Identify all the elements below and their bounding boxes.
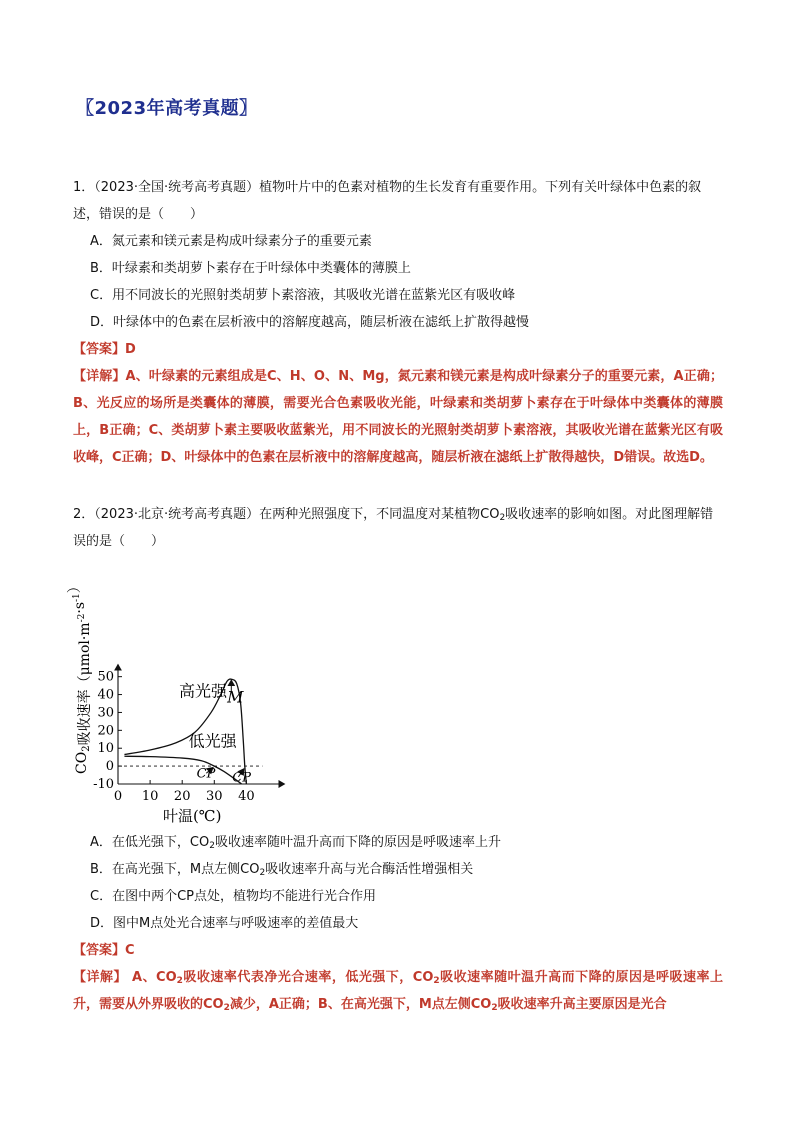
- text-part: 吸收速率随叶温升高而下降的原因是呼吸速率上升: [214, 835, 501, 850]
- question-2-option-d: [73, 910, 723, 937]
- question-1-option-b: B．叶绿素和类胡萝卜素存在于叶绿体中类囊体的薄膜上: [90, 261, 411, 276]
- question-1: [73, 174, 723, 471]
- text-part: D．图中M点处光合速率与呼吸速率的差值最大: [90, 916, 359, 931]
- text-part: A．在低光强下，CO: [90, 835, 210, 850]
- question-1-answer: [73, 336, 723, 363]
- annotation-cp-2: CP: [232, 770, 251, 786]
- question-2-answer: [73, 937, 723, 964]
- co2-absorption-chart: [67, 558, 410, 826]
- y-axis-label-part: 吸收速率（μmol·m: [77, 622, 93, 746]
- annotation-m: M: [227, 687, 244, 707]
- stem-part: 吸收速率的影响如图。对此图理解错误的是（ ）: [73, 507, 714, 549]
- x-tick-label: 40: [238, 789, 255, 804]
- question-2-detail-part: [491, 997, 666, 1012]
- subscript: 2: [209, 841, 215, 851]
- question-1-detail: [73, 363, 723, 471]
- y-axis-label: [67, 579, 93, 774]
- x-tick-label: 30: [206, 789, 223, 804]
- answer-tag: 【答案】: [73, 342, 126, 357]
- detail-text: A、叶绿素的元素组成是C、H、O、N、Mg，氮元素和镁元素是构成叶绿素分子的重要元素，A正确；B、光反应的场所是类囊体的薄膜，需要光合色素吸收光能，叶绿素和类胡萝卜素存在于叶绿体中类囊体的薄膜上，B正确；C、类胡萝卜素主要吸收蓝紫光，用不同波长的光照射类胡萝卜素溶液，其吸收光谱在蓝紫光区有吸收峰，C正确；D、叶绿体中的色素在层析液中的溶解度越高，随层析液在滤纸上扩散得越快，D错误。故选D。: [73, 369, 723, 465]
- subscript: 2: [223, 1003, 230, 1013]
- y-axis-label-part: -2: [77, 613, 87, 623]
- y-tick-label: 0: [105, 759, 114, 775]
- detail-tag: 【详解】: [73, 369, 126, 384]
- y-axis-label-part: -1: [72, 593, 82, 602]
- y-tick-label: -10: [93, 777, 114, 792]
- y-tick-label: 10: [97, 741, 114, 757]
- subscript: 2: [259, 868, 266, 878]
- text-part: 吸收速率代表净光合速率，低光强下，CO: [182, 970, 434, 985]
- stem-part: 2．（2023·北京·统考高考真题）在两种光照强度下，不同温度对某植物CO: [73, 507, 500, 522]
- y-tick-label: 40: [97, 687, 114, 703]
- answer-value: D: [125, 342, 136, 357]
- text-part: 吸收速率升高主要原因是光合: [497, 997, 667, 1012]
- question-2: [73, 501, 723, 555]
- y-tick-label: 30: [97, 705, 114, 721]
- section-title: 〖2023年高考真题〗: [76, 98, 258, 119]
- series-label-low-light: 低光强: [188, 731, 237, 751]
- x-tick-label: 0: [113, 789, 123, 804]
- y-axis-label-part: 2: [81, 745, 92, 752]
- question-1-option-d: D．叶绿体中的色素在层析液中的溶解度越高，随层析液在滤纸上扩散得越慢: [90, 315, 530, 330]
- series-label-high-light: 高光强: [178, 681, 228, 701]
- detail-tag: 【详解】: [73, 970, 127, 985]
- text-part: 减少，A正确；B、在高光强下，M点左侧CO: [229, 997, 492, 1012]
- annotation-cp-1: CP: [196, 766, 216, 782]
- subscript: 2: [491, 1003, 498, 1013]
- answer-tag: 【答案】: [73, 943, 126, 958]
- subscript: 2: [176, 976, 183, 986]
- subscript: 2: [433, 976, 440, 986]
- question-1-stem: 1．（2023·全国·统考高考真题）植物叶片中的色素对植物的生长发育有重要作用。下列有关叶绿体中色素的叙述，错误的是（ ）: [73, 180, 702, 222]
- question-1-option-a: A．氮元素和镁元素是构成叶绿素分子的重要元素: [90, 234, 372, 249]
- y-axis-label-part: ）: [67, 579, 83, 594]
- x-axis-label: 叶温(℃): [162, 807, 222, 825]
- x-tick-label: 10: [141, 789, 159, 804]
- answer-value: C: [125, 943, 135, 958]
- x-tick-label: 20: [173, 789, 191, 804]
- y-axis-label-part: ·s: [72, 601, 88, 614]
- question-2-option-a: [73, 829, 723, 856]
- y-tick-label: 50: [97, 669, 114, 685]
- stem-sub: 2: [499, 513, 506, 523]
- y-tick-label: 20: [97, 723, 114, 739]
- question-2-option-c: [73, 883, 723, 910]
- text-part: 吸收速率升高与光合酶活性增强相关: [265, 862, 474, 877]
- text-part: 吸收速率随叶温升高而下降的原因是呼吸速率上升，需要从外界吸收的CO: [73, 970, 723, 1012]
- question-2-stem: [73, 501, 723, 555]
- series-line-low-light: [124, 756, 241, 784]
- question-2-detail-part: [132, 970, 433, 985]
- text-part: A、CO: [132, 970, 177, 985]
- text-part: C．在图中两个CP点处，植物均不能进行光合作用: [90, 889, 376, 904]
- question-2-option-b: [73, 856, 723, 883]
- question-2-detail: [73, 964, 723, 1018]
- question-2-options: [73, 829, 723, 937]
- question-2-detail-part: [224, 997, 492, 1012]
- question-1-option-c: C．用不同波长的光照射类胡萝卜素溶液，其吸收光谱在蓝紫光区有吸收峰: [90, 288, 516, 303]
- y-axis-label-part: CO: [74, 751, 90, 774]
- text-part: B．在高光强下，M点左侧CO: [90, 862, 260, 877]
- question-2-answer-block: [73, 937, 723, 1018]
